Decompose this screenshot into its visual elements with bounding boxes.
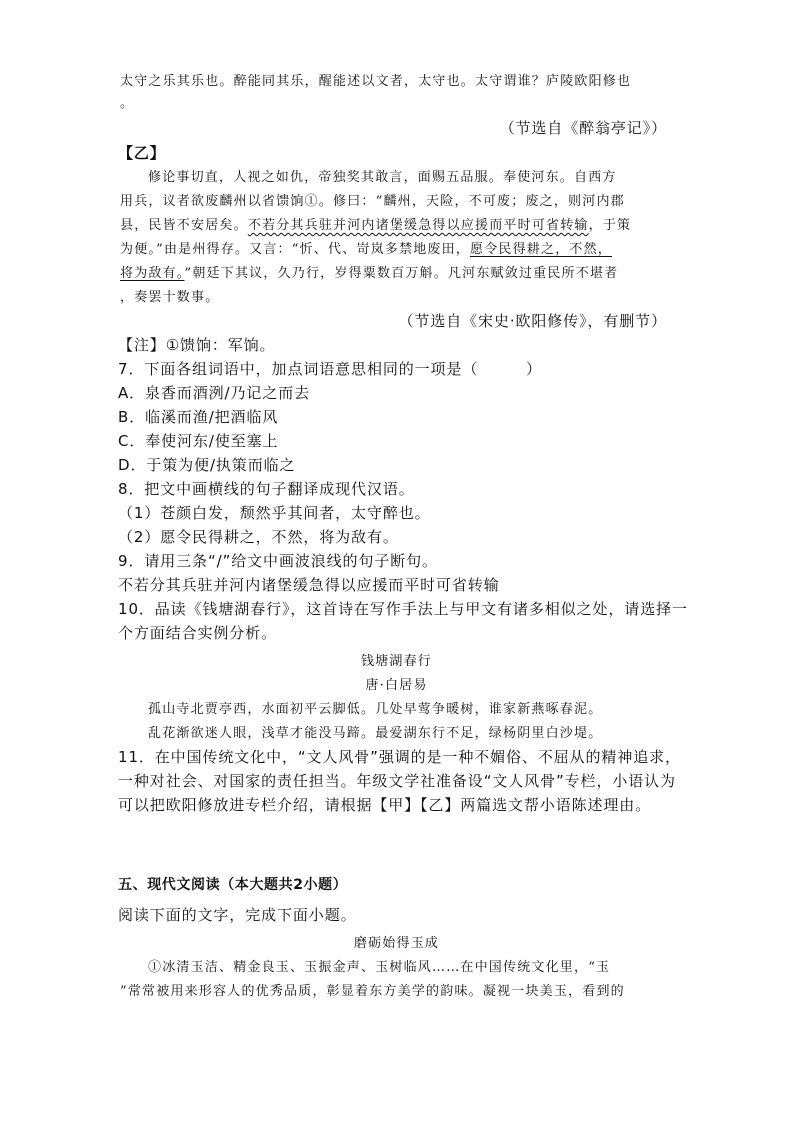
jia-source: （节选自《醉翁亭记》） (499, 119, 667, 137)
yi-heading: 【乙】 (118, 144, 166, 162)
wavy-sentence: 不若分其兵驻并河内诸堡缓急得以应援而平时可省转输 (247, 218, 589, 233)
yi-line-3-c: ，于策 (588, 218, 632, 233)
note: 【注】①馈饷：军饷。 (118, 336, 276, 354)
q7-option-d: D．于策为便/执策而临之 (118, 456, 296, 474)
jia-tail-line-2: 。 (120, 96, 135, 111)
q9-stem: 9．请用三条“/”给文中画波浪线的句子断句。 (118, 552, 438, 570)
poem-title: 钱塘湖春行 (360, 654, 432, 669)
article-para-1-line-1: ①冰清玉洁、精金良玉、玉振金声、玉树临风……在中国传统文化里，“玉 (148, 960, 611, 975)
poem-author: 唐·白居易 (365, 678, 428, 693)
yi-line-4 (120, 238, 612, 257)
q7-stem: 7．下面各组词语中，加点词语意思相同的一项是（ ） (118, 360, 542, 378)
poem-line-2: 乱花渐欲迷人眼，浅草才能没马蹄。最爱湖东行不足，绿杨阴里白沙堤。 (148, 726, 603, 741)
yi-line-6: ，奏罢十数事。 (120, 290, 220, 305)
q11-line-3: 可以把欧阳修放进专栏介绍，请根据【甲】【乙】两篇选文帮小语陈述理由。 (118, 796, 652, 814)
q7-option-b: B．临溪而渔/把酒临风 (118, 408, 279, 426)
q10-line-1: 10．品读《钱塘湖春行》，这首诗在写作手法上与甲文有诸多相似之处，请选择一 (118, 600, 688, 618)
q7-option-c: C．奉使河东/使至塞上 (118, 432, 279, 450)
q11-line-1: 11．在中国传统文化中，“文人风骨”强调的是一种不媚俗、不屈从的精神追求， (118, 748, 681, 766)
underlined-sentence-part-1: 愿令民得耕之，不然， (470, 242, 613, 257)
yi-line-1: 修论事切直，人视之如仇，帝独奖其敢言，面赐五品服。奉使河东。自西方 (148, 170, 617, 185)
yi-line-4-a: 为便。”由是州得存。又言：“忻、代、岢岚多禁地废田， (120, 242, 470, 257)
jia-tail-line-1: 太守之乐其乐也。醉能同其乐，醒能述以文者，太守也。太守谓谁？庐陵欧阳修也 (120, 74, 632, 89)
underlined-sentence-part-2: 将为敌有。 (120, 266, 185, 281)
yi-line-3-a: 县，民皆不安居矣。 (120, 218, 248, 233)
q8-sentence-1: （1）苍颜白发，颓然乎其间者，太守醉也。 (118, 504, 431, 522)
q11-line-2: 一种对社会、对国家的责任担当。年级文学社准备设“文人风骨”专栏，小语认为 (118, 772, 676, 790)
q10-line-2: 个方面结合实例分析。 (118, 624, 278, 642)
yi-line-2: 用兵，议者欲废麟州以省馈饷①。修曰：“麟州，天险，不可废；废之，则河内郡 (120, 194, 625, 209)
yi-line-5-b: ”朝廷下其议，久乃行，岁得粟数百万斛。凡河东赋敛过重民所不堪者 (184, 266, 619, 281)
yi-source: （节选自《宋史·欧阳修传》，有删节） (398, 312, 667, 330)
article-para-1-line-2: ”常常被用来形容人的优秀品质，彰显着东方美学的韵味。凝视一块美玉，看到的 (120, 984, 625, 999)
yi-line-3 (120, 214, 631, 233)
yi-line-5 (120, 262, 618, 281)
article-title: 磨砺始得玉成 (353, 936, 440, 951)
poem-line-1: 孤山寺北贾亭西，水面初平云脚低。几处早莺争暖树，谁家新燕啄春泥。 (148, 702, 603, 717)
section-5-intro: 阅读下面的文字，完成下面小题。 (118, 906, 357, 924)
section-5-heading: 五、现代文阅读（本大题共2小题） (118, 877, 348, 893)
q7-option-a: A．泉香而酒洌/乃记之而去 (118, 384, 311, 402)
q9-sentence: 不若分其兵驻并河内诸堡缓急得以应援而平时可省转输 (118, 576, 500, 594)
q8-sentence-2: （2）愿令民得耕之，不然，将为敌有。 (118, 528, 399, 546)
q8-stem: 8．把文中画横线的句子翻译成现代汉语。 (118, 480, 415, 498)
